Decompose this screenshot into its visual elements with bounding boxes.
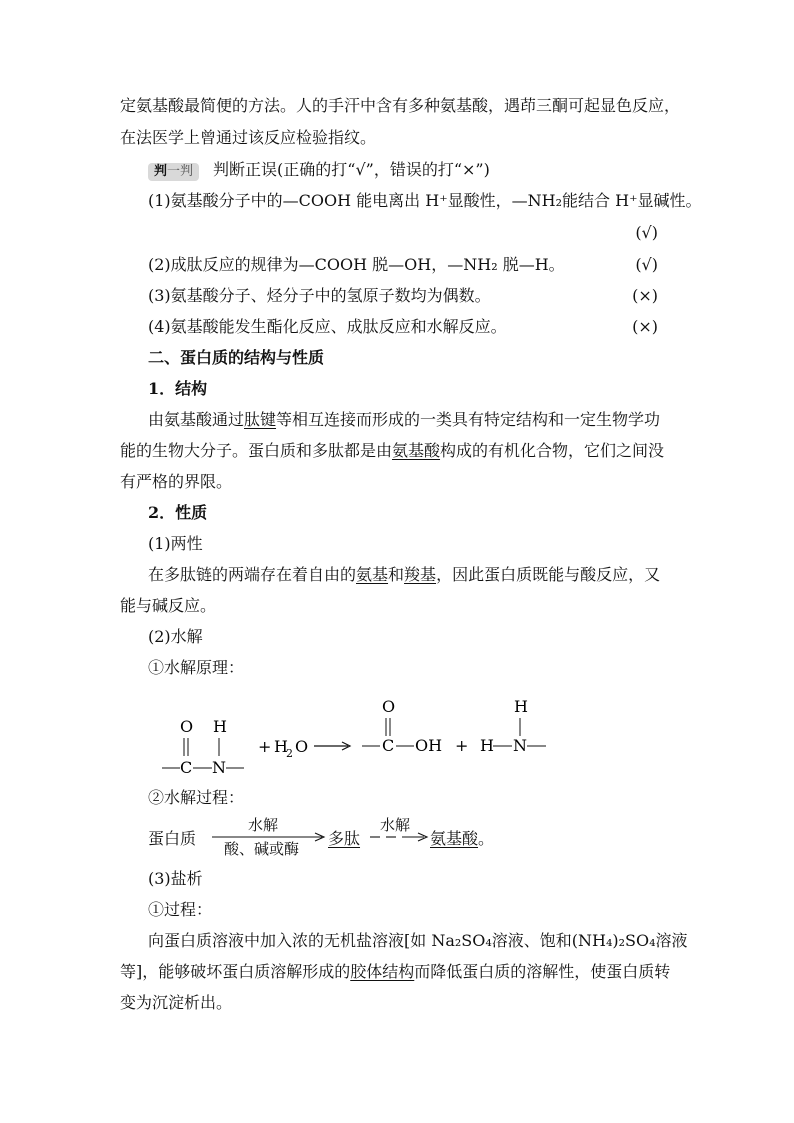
structure-para-line-3: 有严格的界限。 bbox=[120, 472, 233, 491]
process-amino-acid: 氨基酸。 bbox=[430, 829, 495, 848]
judge-answer-2: (√) bbox=[635, 255, 658, 274]
judge-answer-1: (√) bbox=[635, 223, 658, 242]
eq-h-top-right: H bbox=[514, 697, 528, 716]
salting-out-line-3: 变为沉淀析出。 bbox=[120, 993, 233, 1012]
structure-para-line-2: 能的生物大分子。蛋白质和多肽都是由氨基酸构成的有机化合物，它们之间没 bbox=[120, 441, 665, 460]
section-heading: 二、蛋白质的结构与性质 bbox=[148, 348, 325, 367]
process-arrow-2 bbox=[368, 828, 430, 844]
eq-c-right: C bbox=[382, 736, 395, 755]
eq-n-left: N bbox=[212, 758, 226, 777]
judge-heading bbox=[148, 159, 490, 181]
process-protein: 蛋白质 bbox=[148, 829, 197, 848]
process-cond1-bottom: 酸、碱或酶 bbox=[224, 840, 300, 858]
eq-o-left: O bbox=[180, 717, 194, 736]
eq-c-left: C bbox=[180, 758, 193, 777]
judge-item-3: (3)氨基酸分子、烃分子中的氢原子数均为偶数。 (×) bbox=[148, 286, 658, 305]
judge-answer-4: (×) bbox=[632, 317, 658, 336]
eq-water-o: O bbox=[295, 737, 309, 756]
eq-water-sub: 2 bbox=[286, 747, 293, 760]
judge-item-2: (2)成肽反应的规律为—COOH 脱—OH，—NH₂ 脱—H。 (√) bbox=[148, 255, 658, 274]
hydrolysis-heading: (2)水解 bbox=[148, 627, 203, 646]
properties-heading: 2．性质 bbox=[148, 503, 208, 522]
hydrolysis-principle-label: ①水解原理： bbox=[148, 658, 245, 677]
process-peptide: 多肽 bbox=[328, 829, 361, 848]
process-arrow-1 bbox=[210, 828, 330, 844]
salting-out-process-label: ①过程： bbox=[148, 900, 213, 919]
structure-heading: 1．结构 bbox=[148, 379, 208, 398]
process-cond1-top: 水解 bbox=[248, 816, 279, 834]
underlined-term: 肽键 bbox=[244, 410, 277, 429]
salting-out-line-2: 等]，能够破坏蛋白质溶解形成的胶体结构而降低蛋白质的溶解性，使蛋白质转 bbox=[120, 962, 671, 981]
salting-out-heading: (3)盐析 bbox=[148, 869, 203, 888]
hydrolysis-process-label: ②水解过程： bbox=[148, 788, 245, 807]
amphoteric-heading: (1)两性 bbox=[148, 534, 203, 553]
judge-badge: 判一判 bbox=[148, 163, 199, 181]
eq-water-h: H bbox=[274, 737, 288, 756]
eq-plus-2: + bbox=[455, 736, 469, 755]
judge-item-1: (1)氨基酸分子中的—COOH 能电离出 H⁺显酸性，—NH₂能结合 H⁺显碱性。 bbox=[148, 191, 702, 210]
eq-o-right: O bbox=[382, 697, 396, 716]
eq-h-right: H bbox=[480, 736, 494, 755]
amphoteric-line-1: 在多肽链的两端存在着自由的氨基和羧基，因此蛋白质既能与酸反应，又 bbox=[148, 565, 661, 584]
eq-oh: OH bbox=[415, 736, 443, 755]
underlined-term: 氨基酸 bbox=[392, 441, 441, 460]
process-cond2-top: 水解 bbox=[380, 816, 411, 834]
intro-line-2: 在法医学上曾通过该反应检验指纹。 bbox=[120, 128, 377, 147]
underlined-term: 羧基 bbox=[404, 565, 437, 584]
salting-out-line-1: 向蛋白质溶液中加入浓的无机盐溶液[如 Na₂SO₄溶液、饱和(NH₄)₂SO₄溶液 bbox=[148, 931, 688, 950]
amphoteric-line-2: 能与碱反应。 bbox=[120, 596, 217, 615]
hydrolysis-equation bbox=[140, 690, 560, 780]
structure-para-line-1: 由氨基酸通过肽键等相互连接而形成的一类具有特定结构和一定生物学功 bbox=[148, 410, 661, 429]
intro-line-1: 定氨基酸最简便的方法。人的手汗中含有多种氨基酸，遇茚三酮可起显色反应， bbox=[120, 96, 681, 115]
underlined-term: 胶体结构 bbox=[350, 962, 415, 981]
underlined-term: 氨基 bbox=[356, 565, 389, 584]
eq-plus-1: + bbox=[258, 737, 272, 756]
eq-n-right: N bbox=[513, 736, 527, 755]
judge-item-4: (4)氨基酸能发生酯化反应、成肽反应和水解反应。 (×) bbox=[148, 317, 658, 336]
judge-answer-3: (×) bbox=[632, 286, 658, 305]
eq-h-left: H bbox=[213, 717, 227, 736]
judge-instruction: 判断正误(正确的打“√”，错误的打“×”) bbox=[213, 160, 490, 179]
